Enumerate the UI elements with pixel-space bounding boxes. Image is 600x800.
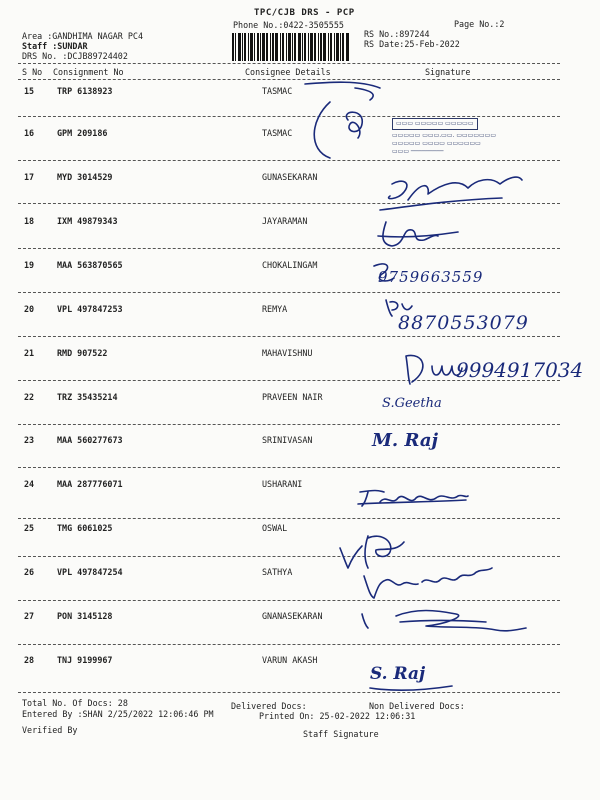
row-divider xyxy=(18,116,560,117)
row-consignee: MAHAVISHNU xyxy=(262,348,313,358)
row-consignee: SATHYA xyxy=(262,567,293,577)
delivered-docs: Delivered Docs: xyxy=(231,701,307,711)
staff-signature-label: Staff Signature xyxy=(303,729,379,739)
handwritten-phone-row-21: 9994917034 xyxy=(456,358,584,382)
table-row xyxy=(0,392,600,432)
header-divider-bottom xyxy=(18,79,560,80)
signature-row-28-underline xyxy=(366,684,456,694)
area-label: Area :GANDHIMA NAGAR PC4 xyxy=(22,31,144,41)
handwritten-signature-row-28: S. Raj xyxy=(370,664,426,684)
row-sno: 16 xyxy=(24,128,35,138)
row-consignee: JAYARAMAN xyxy=(262,216,308,226)
row-consignment: TMG 6061025 xyxy=(57,523,113,533)
row-consignee: OSWAL xyxy=(262,523,288,533)
signature-row-18 xyxy=(372,214,462,254)
row-consignee: TASMAC xyxy=(262,86,293,96)
signature-row-27 xyxy=(356,604,536,644)
row-consignment: TNJ 9199967 xyxy=(57,655,113,665)
row-sno: 20 xyxy=(24,304,35,314)
signature-row-26 xyxy=(356,556,506,604)
office-stamp: ▭▭▭ ▭▭▭▭▭ ▭▭▭▭▭ ▭▭▭▭▭ ▭▭▭.▭▭. ▭▭▭▭▭▭▭ ▭▭▭▭▭ ▭▭▭▭ ▭▭▭▭▭▭ ▭▭▭ ───────── xyxy=(392,120,497,155)
row-divider xyxy=(18,424,560,425)
table-row xyxy=(0,260,600,300)
row-consignment: VPL 497847254 xyxy=(57,567,123,577)
table-row xyxy=(0,523,600,563)
drs-number: DRS No. :DCJB89724402 xyxy=(22,51,128,61)
row-consignment: MAA 560277673 xyxy=(57,435,123,445)
row-divider xyxy=(18,467,560,468)
handwritten-signature-row-23: M. Raj xyxy=(372,430,439,451)
row-sno: 27 xyxy=(24,611,35,621)
row-divider xyxy=(18,518,560,519)
handwritten-phone-row-20: 8870553079 xyxy=(398,312,529,334)
table-row xyxy=(0,567,600,607)
row-sno: 22 xyxy=(24,392,35,402)
row-consignee: TASMAC xyxy=(262,128,293,138)
row-consignment: MYD 3014529 xyxy=(57,172,113,182)
row-sno: 19 xyxy=(24,260,35,270)
col-signature: Signature xyxy=(425,67,471,77)
row-consignee: CHOKALINGAM xyxy=(262,260,318,270)
rs-date: RS Date:25-Feb-2022 xyxy=(364,39,460,49)
row-consignment: RMD 907522 xyxy=(57,348,108,358)
row-consignee: REMYA xyxy=(262,304,288,314)
row-sno: 25 xyxy=(24,523,35,533)
row-consignment: GPM 209186 xyxy=(57,128,108,138)
row-consignee: VARUN AKASH xyxy=(262,655,318,665)
signature-row-24 xyxy=(354,486,474,512)
row-divider xyxy=(18,336,560,337)
row-divider xyxy=(18,160,560,161)
row-sno: 21 xyxy=(24,348,35,358)
table-row xyxy=(0,216,600,256)
row-consignee: USHARANI xyxy=(262,479,303,489)
row-divider xyxy=(18,292,560,293)
row-sno: 17 xyxy=(24,172,35,182)
row-consignee: GUNASEKARAN xyxy=(262,172,318,182)
signature-row-17 xyxy=(372,170,532,220)
barcode-image xyxy=(232,33,350,61)
row-consignment: MAA 287776071 xyxy=(57,479,123,489)
row-consignee: GNANASEKARAN xyxy=(262,611,323,621)
col-consignment: Consignment No xyxy=(53,67,124,77)
col-sno: S No xyxy=(22,67,43,77)
non-delivered-docs: Non Delivered Docs: xyxy=(369,701,465,711)
row-sno: 28 xyxy=(24,655,35,665)
table-row xyxy=(0,435,600,475)
table-bottom-divider xyxy=(18,692,560,693)
header-divider-top xyxy=(18,63,560,64)
row-consignment: IXM 49879343 xyxy=(57,216,118,226)
col-consignee: Consignee Details xyxy=(245,67,331,77)
verified-by: Verified By xyxy=(22,725,78,735)
table-row xyxy=(0,655,600,695)
entered-by: Entered By :SHAN 2/25/2022 12:06:46 PM xyxy=(22,709,214,719)
row-divider xyxy=(18,644,560,645)
total-docs: Total No. Of Docs: 28 xyxy=(22,698,128,708)
row-sno: 15 xyxy=(24,86,35,96)
report-title: TPC/CJB DRS - PCP xyxy=(254,8,355,18)
printed-on: Printed On: 25-02-2022 12:06:31 xyxy=(259,711,416,721)
row-sno: 24 xyxy=(24,479,35,489)
staff-label: Staff :SUNDAR xyxy=(22,41,88,51)
page-number: Page No.:2 xyxy=(454,19,505,29)
phone-number: Phone No.:0422-3505555 xyxy=(233,20,344,30)
row-sno: 18 xyxy=(24,216,35,226)
row-consignee: SRINIVASAN xyxy=(262,435,313,445)
row-consignment: MAA 563870565 xyxy=(57,260,123,270)
row-consignment: TRP 6138923 xyxy=(57,86,113,96)
rs-number: RS No.:897244 xyxy=(364,29,430,39)
row-consignee: PRAVEEN NAIR xyxy=(262,392,323,402)
row-consignment: VPL 497847253 xyxy=(57,304,123,314)
row-sno: 23 xyxy=(24,435,35,445)
handwritten-phone-row-19: 9759663559 xyxy=(378,268,484,286)
row-consignment: PON 3145128 xyxy=(57,611,113,621)
row-consignment: TRZ 35435214 xyxy=(57,392,118,402)
row-divider xyxy=(18,248,560,249)
table-row xyxy=(0,479,600,519)
handwritten-signature-row-22: S.Geetha xyxy=(382,396,442,411)
row-sno: 26 xyxy=(24,567,35,577)
